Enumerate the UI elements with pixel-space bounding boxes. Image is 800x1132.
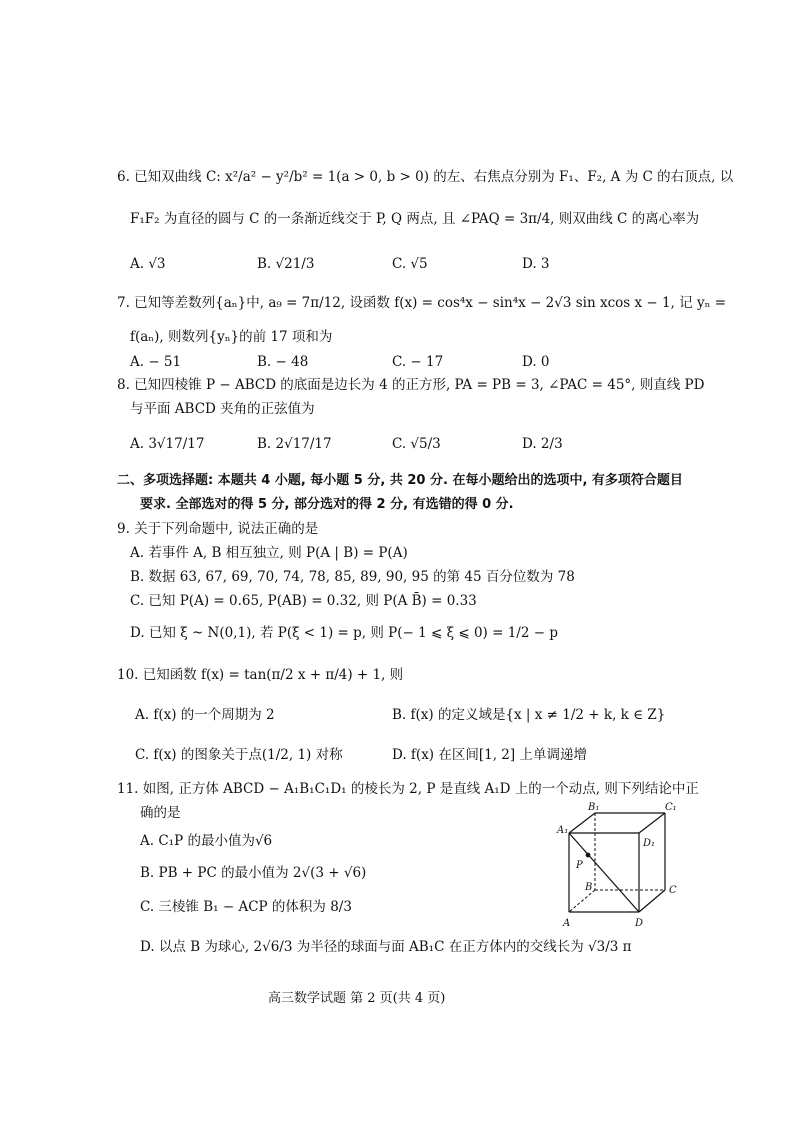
- q8-line2: 与平面 ABCD 夹角的正弦值为: [130, 401, 315, 417]
- q8-option-c: C. √5/3: [392, 436, 441, 452]
- q9-stem: 9. 关于下列命题中, 说法正确的是: [117, 521, 319, 537]
- point-p: [586, 853, 591, 858]
- q10-option-b: B. f(x) 的定义域是{x | x ≠ 1/2 + k, k ∈ Z}: [392, 707, 666, 723]
- label-d1: D₁: [643, 838, 656, 849]
- q10-option-d: D. f(x) 在区间[1, 2] 上单调递增: [392, 747, 587, 763]
- label-c1: C₁: [665, 802, 677, 813]
- q8-line1: 8. 已知四棱锥 P − ABCD 的底面是边长为 4 的正方形, PA = PB = 3, ∠PAC = 45°, 则直线 PD: [117, 377, 705, 393]
- section2-line1: 二、多项选择题: 本题共 4 小题, 每小题 5 分, 共 20 分. 在每小题给出的选项中, 有多项符合题目: [117, 473, 683, 488]
- q9-option-c: C. 已知 P(A) = 0.65, P(AB) = 0.32, 则 P(A B̄) = 0.33: [130, 593, 477, 609]
- q11-line2: 确的是: [140, 805, 181, 821]
- label-p: P: [576, 860, 583, 871]
- label-b1: B₁: [588, 802, 600, 813]
- q11-option-d: D. 以点 B 为球心, 2√6/3 为半径的球面与面 AB₁C 在正方体内的交线长为 √3/3 π: [140, 939, 632, 955]
- q8-option-d: D. 2/3: [522, 436, 563, 452]
- q10-stem: 10. 已知函数 f(x) = tan(π/2 x + π/4) + 1, 则: [117, 667, 404, 683]
- q11-option-a: A. C₁P 的最小值为√6: [140, 833, 273, 849]
- q9-option-b: B. 数据 63, 67, 69, 70, 74, 78, 85, 89, 90, 95 的第 45 百分位数为 78: [130, 569, 575, 585]
- q6-line1: 6. 已知双曲线 C: x²/a² − y²/b² = 1(a > 0, b > 0) 的左、右焦点分别为 F₁、F₂, A 为 C 的右顶点, 以: [117, 169, 734, 185]
- label-b: B: [585, 882, 593, 893]
- cube-edge: [639, 813, 665, 833]
- section2-line2: 要求. 全部选对的得 5 分, 部分选对的得 2 分, 有选错的得 0 分.: [140, 497, 514, 512]
- label-a: A: [563, 918, 571, 929]
- q6-line2: F₁F₂ 为直径的圆与 C 的一条渐近线交于 P, Q 两点, 且 ∠PAQ = 3π/4, 则双曲线 C 的离心率为: [130, 211, 700, 227]
- q10-option-a: A. f(x) 的一个周期为 2: [135, 707, 275, 723]
- cube-figure: [555, 800, 690, 935]
- q8-option-b: B. 2√17/17: [257, 436, 332, 452]
- label-a1: A₁: [557, 825, 569, 836]
- q9-option-d: D. 已知 ξ ~ N(0,1), 若 P(ξ < 1) = p, 则 P(− 1 ⩽ ξ ⩽ 0) = 1/2 − p: [130, 625, 558, 641]
- q6-option-b: B. √21/3: [257, 256, 315, 272]
- q11-line1: 11. 如图, 正方体 ABCD − A₁B₁C₁D₁ 的棱长为 2, P 是直线 A₁D 上的一个动点, 则下列结论中正: [117, 781, 699, 797]
- q7-line2: f(aₙ), 则数列{yₙ}的前 17 项和为: [130, 329, 333, 345]
- q6-option-d: D. 3: [522, 256, 550, 272]
- q10-option-c: C. f(x) 的图象关于点(1/2, 1) 对称: [135, 747, 343, 763]
- cube-hidden-edge: [569, 890, 595, 912]
- q7-option-c: C. − 17: [392, 354, 444, 370]
- q6-option-a: A. √3: [130, 256, 166, 272]
- q7-option-a: A. − 51: [130, 354, 182, 370]
- q7-option-d: D. 0: [522, 354, 550, 370]
- page-footer: 高三数学试题 第 2 页(共 4 页): [268, 991, 446, 1006]
- q7-option-b: B. − 48: [257, 354, 309, 370]
- label-c: C: [669, 885, 677, 896]
- q6-option-c: C. √5: [392, 256, 428, 272]
- cube-diagonal-a1d: [569, 833, 639, 912]
- q11-option-c: C. 三棱锥 B₁ − ACP 的体积为 8/3: [140, 899, 352, 915]
- cube-edge: [569, 813, 595, 833]
- q11-option-b: B. PB + PC 的最小值为 2√(3 + √6): [140, 865, 367, 881]
- q7-line1: 7. 已知等差数列{aₙ}中, a₉ = 7π/12, 设函数 f(x) = cos⁴x − sin⁴x − 2√3 sin xcos x − 1, 记 yₙ =: [117, 295, 727, 311]
- label-d: D: [635, 918, 644, 929]
- cube-edge: [639, 890, 665, 912]
- q8-option-a: A. 3√17/17: [130, 436, 205, 452]
- q9-option-a: A. 若事件 A, B 相互独立, 则 P(A | B) = P(A): [130, 545, 408, 561]
